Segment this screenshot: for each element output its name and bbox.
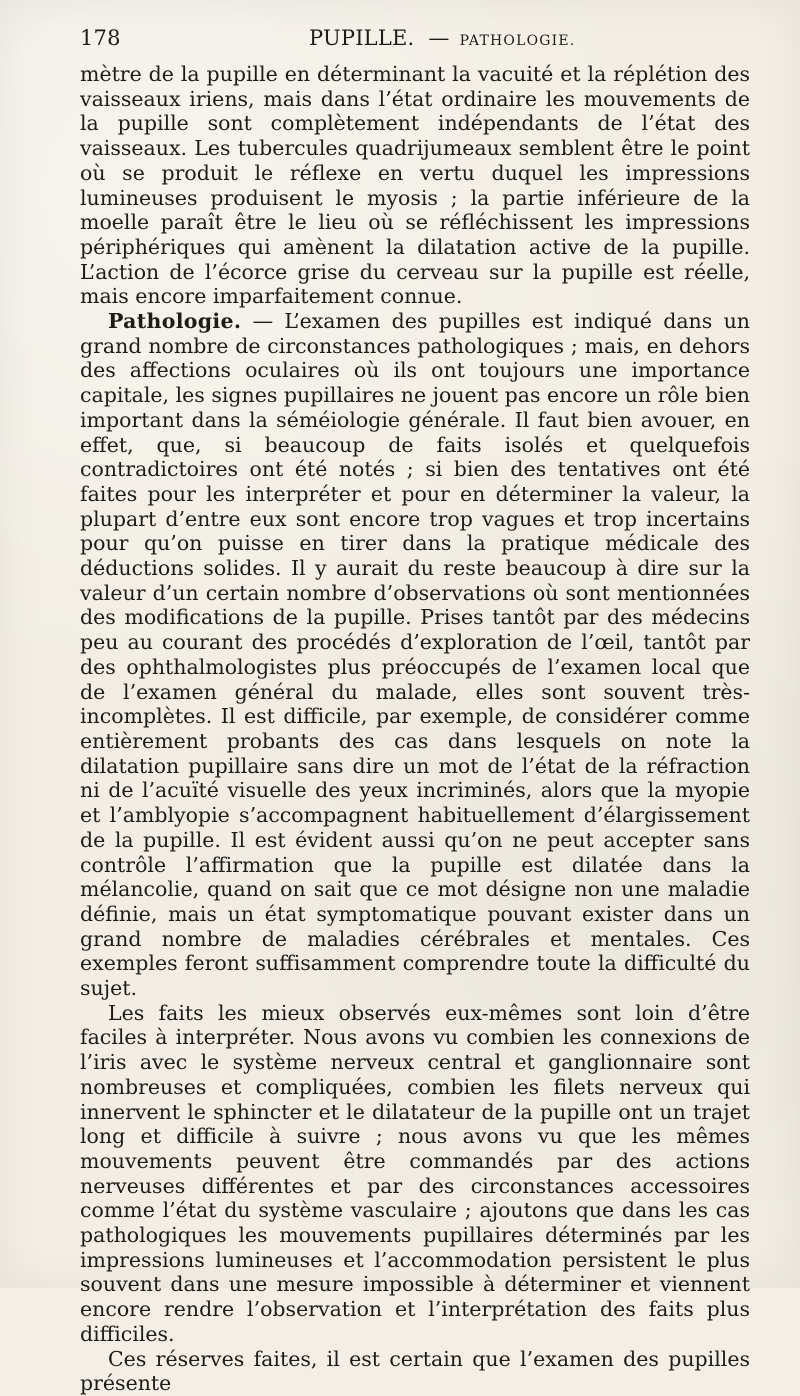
pathologie-heading: Pathologie. xyxy=(108,309,242,334)
header-separator: — xyxy=(428,26,450,50)
section-label: PATHOLOGIE. xyxy=(459,33,576,49)
paragraph-1: mètre de la pupille en déterminant la vacuité et la réplétion des vaisseaux iriens, mais dans l’état ordinaire les mouvements de la pupille sont complètement indépendants de l’état des vaisseaux. Les tubercules quadrijumeaux semblent être le point où se produit le réflexe en vertu duquel les impressions lumineuses produisent le myosis ; la partie inférieure de la moelle paraît être le lieu où se réfléchissent les impressions périphériques qui amènent la dilatation active de la pupille. L’action de l’écorce grise du cerveau sur la pupille est réelle, mais encore imparfaitement connue. xyxy=(80,62,750,309)
running-title: PUPILLE. xyxy=(309,26,415,50)
paragraph-3: Les faits les mieux observés eux-mêmes sont loin d’être faciles à interpréter. Nous avons vu combien les connexions de l’iris avec le système nerveux central et ganglionnaire sont nombreuses et compliquées, combien les filets nerveux qui innervent le sphincter et le dilatateur de la pupille ont un trajet long et difficile à suivre ; nous avons vu que les mêmes mouvements peuvent être commandés par des actions nerveuses différentes et par des circonstances accessoires comme l’état du système vasculaire ; ajoutons que dans les cas pathologiques les mouvements pupillaires déterminés par les impressions lumineuses et l’accommodation persistent le plus souvent dans une mesure impossible à déterminer et viennent encore rendre l’observation et l’interprétation des faits plus difficiles. xyxy=(80,1000,750,1346)
page-number: 178 xyxy=(80,26,121,50)
paragraph-4: Ces réserves faites, il est certain que l’examen des pupilles présente xyxy=(80,1346,750,1396)
body-text xyxy=(80,62,750,1396)
paragraph-2-text: — L’examen des pupilles est indiqué dans un grand nombre de circonstances pathologiques ; mais, en dehors des affections oculaires où ils ont toujours une importance capitale, les signes pupillaires ne jouent pas encore un rôle bien important dans la séméiologie générale. Il faut bien avouer, en effet, que, si beaucoup de faits isolés et quelquefois contradictoires ont été notés ; si bien des tentatives ont été faites pour les interpréter et pour en déterminer la valeur, la plupart d’entre eux sont encore trop vagues et trop incertains pour qu’on puisse en tirer dans la pratique médicale des déductions solides. Il y aurait du reste beaucoup à dire sur la valeur d’un certain nombre d’observations où sont mentionnées des modifications de la pupille. Prises tantôt par des médecins peu au courant des procédés d’exploration de l’œil, tantôt par des ophthalmologistes plus préoccupés de l’examen local que de l’examen général du malade, elles sont souvent très-incomplètes. Il est difficile, par exemple, de considérer comme entièrement probants des cas dans lesquels on note la dilatation pupillaire sans dire un mot de l’état de la réfraction ni de l’acuïté visuelle des yeux incriminés, alors que la myopie et l’amblyopie s’accompagnent habituellement d’élargissement de la pupille. Il est évident aussi qu’on ne peut accepter sans contrôle l’affirmation que la pupille est dilatée dans la mélancolie, quand on sait que ce mot désigne non une maladie définie, mais un état symptomatique pouvant exister dans un grand nombre de maladies cérébrales et mentales. Ces exemples feront suffisamment comprendre toute la difficulté du sujet. xyxy=(80,309,750,1001)
running-header xyxy=(80,28,750,62)
paragraph-2 xyxy=(80,309,750,1001)
